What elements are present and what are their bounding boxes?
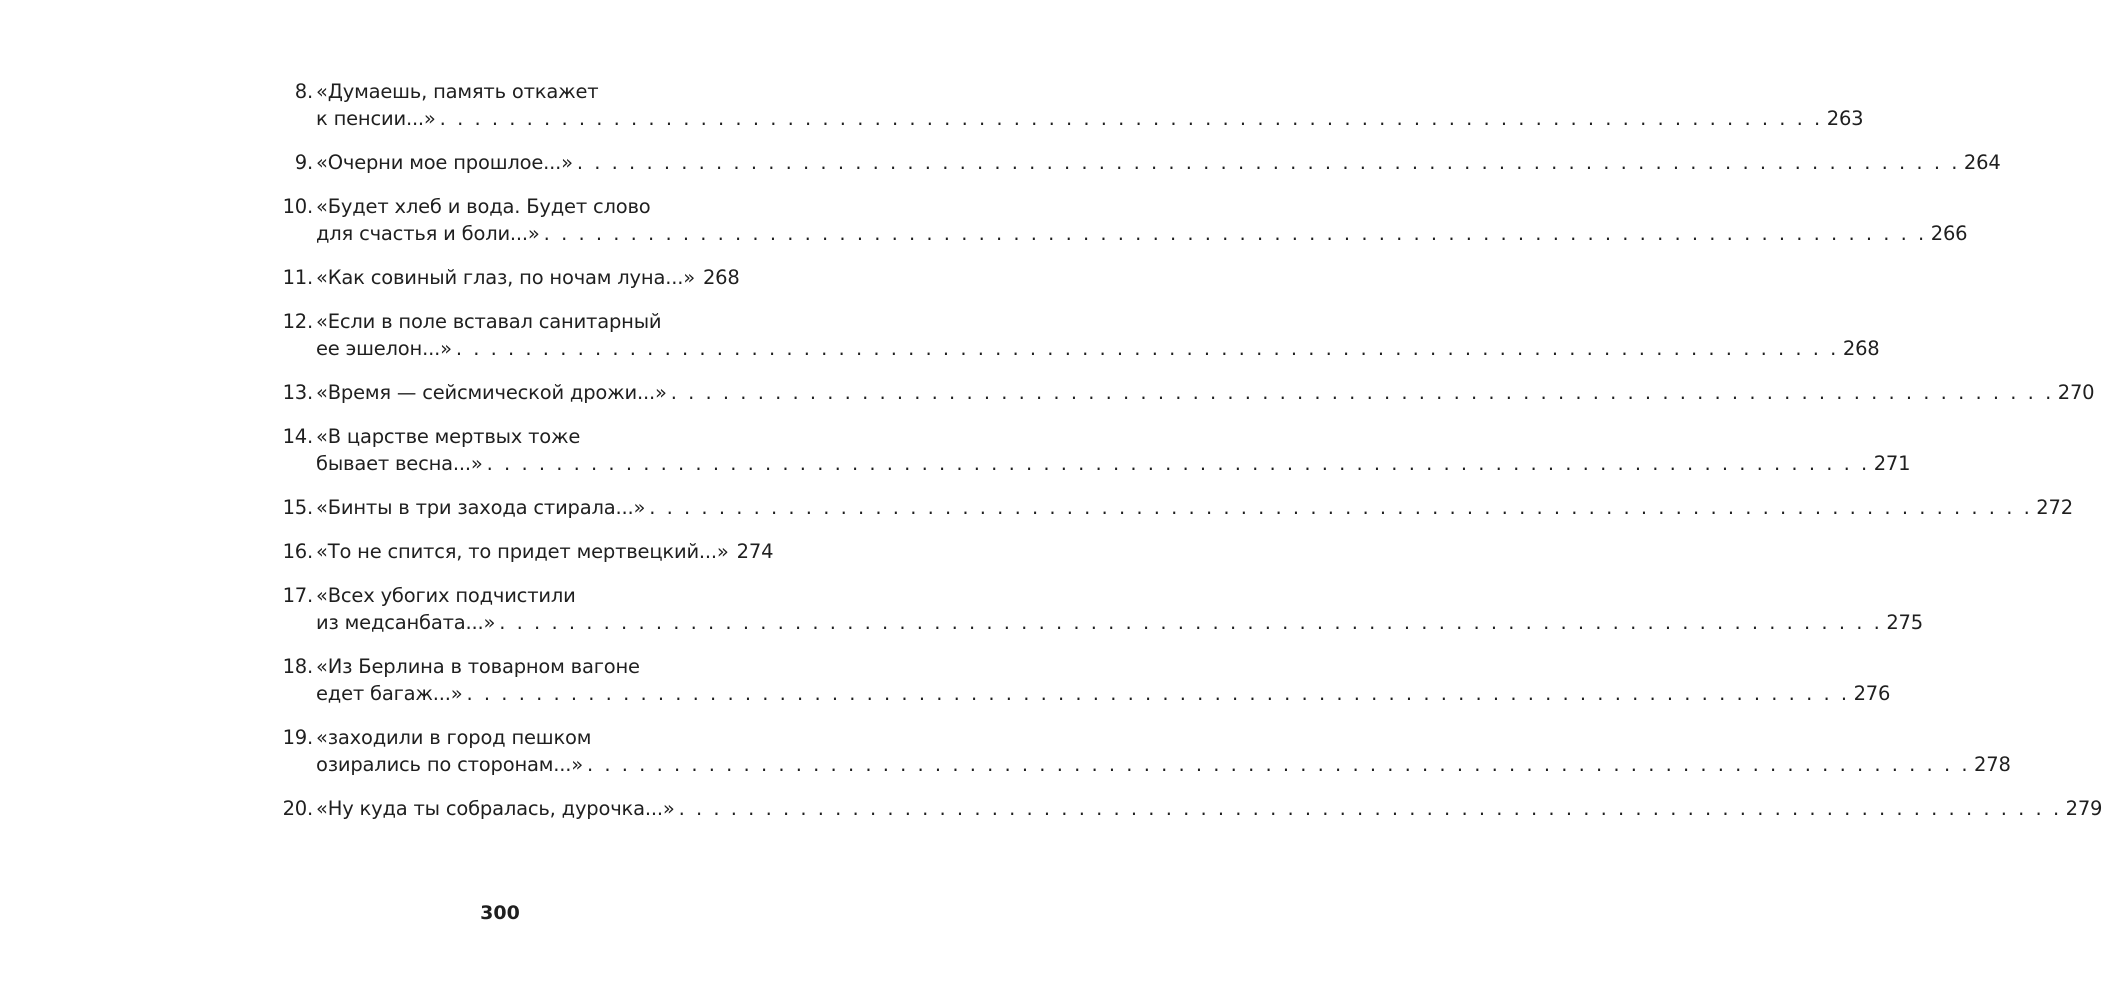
entry-title-line: «То не спится, то придет мертвецкий...» <box>316 540 729 563</box>
entry-last-line <box>316 335 1880 362</box>
entry-page-number: 272 <box>2036 496 2073 519</box>
toc-entry <box>280 264 740 291</box>
entry-last-line <box>316 751 2011 778</box>
entry-content <box>313 494 2073 521</box>
entry-title-line: бывает весна...» <box>316 452 483 475</box>
entry-number: 16. <box>282 540 313 563</box>
entry-last-line <box>316 494 2073 521</box>
entry-title-line: «Думаешь, память откажет <box>316 80 599 103</box>
entry-page-number: 279 <box>2065 797 2102 820</box>
entry-last-line <box>316 795 2102 822</box>
entry-number: 19. <box>282 726 313 749</box>
entry-content <box>313 423 1911 477</box>
entry-last-line <box>316 264 740 291</box>
entry-last-line <box>316 149 2001 176</box>
entry-content <box>313 264 740 291</box>
dot-leader: . . . . . . . . . . . . . . . . . . . . . . . . . . . . . . . . . . . . . . . . . . . . . . . . . . . . . . . . . . . . . . . . . . . . . . . . . . . . . . . . <box>586 753 1971 776</box>
entry-number: 14. <box>282 425 313 448</box>
entry-title-line: «Если в поле вставал санитарный <box>316 310 662 333</box>
dot-leader: . . . . . . . . . . . . . . . . . . . . . . . . . . . . . . . . . . . . . . . . . . . . . . . . . . . . . . . . . . . . . . . . . . . . . . . . . . . . . . . . <box>678 797 2062 820</box>
entry-last-line <box>316 379 2095 406</box>
entry-page-number: 276 <box>1853 682 1891 705</box>
dot-leader: . . . . . . . . . . . . . . . . . . . . . . . . . . . . . . . . . . . . . . . . . . . . . . . . . . . . . . . . . . . . . . . . . . . . . . . . . . . . . . . . <box>466 682 1850 705</box>
toc-entry <box>280 582 1923 636</box>
entry-title-line: «Очерни мое прошлое...» <box>316 151 573 174</box>
entry-number: 12. <box>282 310 313 333</box>
toc-entry <box>280 379 2095 406</box>
toc-entry <box>280 78 1864 132</box>
toc-entry <box>280 724 2011 778</box>
entry-page-number: 268 <box>702 266 740 289</box>
entry-last-line <box>316 450 1911 477</box>
entry-last-line <box>316 609 1923 636</box>
entry-title-line: «Всех убогих подчистили <box>316 584 576 607</box>
entry-page-number: 275 <box>1886 611 1923 634</box>
dot-leader: . . . . . . . . . . . . . . . . . . . . . . . . . . . . . . . . . . . . . . . . . . . . . . . . . . . . . . . . . . . . . . . . . . . . . . . . . . . . . . . . <box>649 496 2033 519</box>
entry-title-line: «Бинты в три захода стирала...» <box>316 496 646 519</box>
entry-title-line: озирались по сторонам...» <box>316 753 583 776</box>
entry-title-line: «Как совиный глаз, по ночам луна...» <box>316 266 695 289</box>
entry-title-line: «Из Берлина в товарном вагоне <box>316 655 640 678</box>
dot-leader: . . . . . . . . . . . . . . . . . . . . . . . . . . . . . . . . . . . . . . . . . . . . . . . . . . . . . . . . . . . . . . . . . . . . . . . . . . . . . . . . <box>439 107 1823 130</box>
toc-entry <box>280 653 1891 707</box>
entry-number: 15. <box>282 496 313 519</box>
toc-entry <box>280 308 1880 362</box>
entry-number: 10. <box>282 195 313 218</box>
entry-content <box>313 653 1891 707</box>
entry-content <box>313 193 1968 247</box>
entry-number: 20. <box>282 797 313 820</box>
toc-entry <box>280 149 2001 176</box>
page-number: 300 <box>480 902 520 924</box>
entry-page-number: 274 <box>736 540 774 563</box>
entry-last-line <box>316 538 774 565</box>
entry-title-line: из медсанбата...» <box>316 611 496 634</box>
entry-number: 17. <box>282 584 313 607</box>
dot-leader: . . . . . . . . . . . . . . . . . . . . . . . . . . . . . . . . . . . . . . . . . . . . . . . . . . . . . . . . . . . . . . . . . . . . . . . . . . . . . . . . <box>576 151 1960 174</box>
entry-number: 9. <box>294 151 313 174</box>
entry-content <box>313 724 2011 778</box>
entry-page-number: 270 <box>2057 381 2095 404</box>
entry-title-line: «Будет хлеб и вода. Будет слово <box>316 195 651 218</box>
entry-content <box>313 379 2095 406</box>
entry-content <box>313 308 1880 362</box>
entry-title-line: «Ну куда ты собралась, дурочка...» <box>316 797 675 820</box>
entry-title-line: ее эшелон...» <box>316 337 452 360</box>
dot-leader: . . . . . . . . . . . . . . . . . . . . . . . . . . . . . . . . . . . . . . . . . . . . . . . . . . . . . . . . . . . . . . . . . . . . . . . . . . . . . . . . <box>499 611 1883 634</box>
entry-last-line <box>316 220 1968 247</box>
dot-leader: . . . . . . . . . . . . . . . . . . . . . . . . . . . . . . . . . . . . . . . . . . . . . . . . . . . . . . . . . . . . . . . . . . . . . . . . . . . . . . . . <box>670 381 2054 404</box>
entry-content <box>313 582 1923 636</box>
entry-page-number: 264 <box>1963 151 2001 174</box>
dot-leader: . . . . . . . . . . . . . . . . . . . . . . . . . . . . . . . . . . . . . . . . . . . . . . . . . . . . . . . . . . . . . . . . . . . . . . . . . . . . . . . . <box>543 222 1927 245</box>
entry-number: 8. <box>294 80 313 103</box>
entry-page-number: 278 <box>1974 753 2011 776</box>
entry-content <box>313 149 2001 176</box>
dot-leader: . . . . . . . . . . . . . . . . . . . . . . . . . . . . . . . . . . . . . . . . . . . . . . . . . . . . . . . . . . . . . . . . . . . . . . . . . . . . . . . . <box>486 452 1870 475</box>
entry-number: 18. <box>282 655 313 678</box>
dot-leader: . . . . . . . . . . . . . . . . . . . . . . . . . . . . . . . . . . . . . . . . . . . . . . . . . . . . . . . . . . . . . . . . . . . . . . . . . . . . . . . . <box>455 337 1839 360</box>
toc-entry <box>280 193 1968 247</box>
toc-entry <box>280 494 2073 521</box>
entry-content <box>313 78 1864 132</box>
entry-content <box>313 795 2102 822</box>
entry-page-number: 271 <box>1873 452 1911 475</box>
entry-title-line: «В царстве мертвых тоже <box>316 425 581 448</box>
toc-entry <box>280 795 2102 822</box>
entry-page-number: 263 <box>1826 107 1864 130</box>
entry-number: 13. <box>282 381 313 404</box>
entry-content <box>313 538 774 565</box>
entry-last-line <box>316 680 1891 707</box>
entry-number: 11. <box>282 266 313 289</box>
toc-entry <box>280 538 774 565</box>
entry-title-line: едет багаж...» <box>316 682 463 705</box>
entry-page-number: 268 <box>1842 337 1880 360</box>
entry-title-line: «Время — сейсмической дрожи...» <box>316 381 667 404</box>
entry-last-line <box>316 105 1864 132</box>
table-of-contents <box>280 78 2102 839</box>
entry-title-line: для счастья и боли...» <box>316 222 540 245</box>
entry-title-line: к пенсии...» <box>316 107 436 130</box>
entry-page-number: 266 <box>1930 222 1968 245</box>
entry-title-line: «заходили в город пешком <box>316 726 592 749</box>
toc-entry <box>280 423 1911 477</box>
